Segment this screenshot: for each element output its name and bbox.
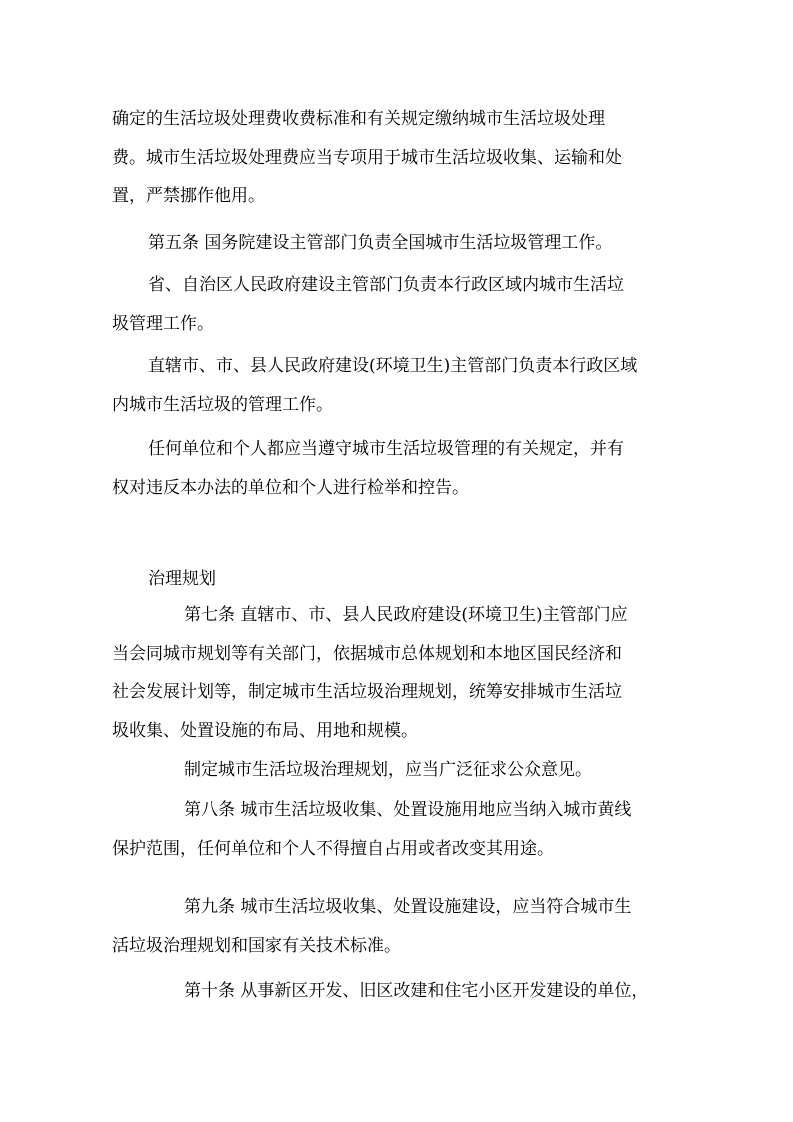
text-line: 第十条 从事新区开发、旧区改建和住宅小区开发建设的单位， <box>184 981 649 1001</box>
paragraph-article-7 <box>112 596 686 750</box>
paragraph-municipal <box>112 347 686 424</box>
paragraph-public-duty <box>112 430 686 507</box>
text-line: 当会同城市规划等有关部门，依据城市总体规划和本地区国民经济和 <box>112 643 622 664</box>
paragraph-article-9 <box>112 888 686 965</box>
text-line: 社会发展计划等，制定城市生活垃圾治理规划，统筹安排城市生活垃 <box>112 682 622 702</box>
text-line: 活垃圾治理规划和国家有关技术标准。 <box>112 935 401 956</box>
text-line: 费。城市生活垃圾处理费应当专项用于城市生活垃圾收集、运输和处 <box>112 147 622 168</box>
paragraph-article-10 <box>112 972 686 1011</box>
text-line: 内城市生活垃圾的管理工作。 <box>112 394 333 415</box>
text-line: 任何单位和个人都应当遵守城市生活垃圾管理的有关规定，并有 <box>148 439 624 459</box>
text-line: 圾收集、处置设施的布局、用地和规模。 <box>112 720 418 741</box>
text-line: 权对违反本办法的单位和个人进行检举和控告。 <box>112 477 469 498</box>
text-line: 确定的生活垃圾处理费收费标准和有关规定缴纳城市生活垃圾处理 <box>112 109 605 129</box>
text-line: 第五条 国务院建设主管部门负责全国城市生活垃圾管理工作。 <box>148 233 613 253</box>
text-line: 置，严禁挪作他用。 <box>112 186 265 206</box>
paragraph-provincial <box>112 266 686 343</box>
text-line: 制定城市生活垃圾治理规划，应当广泛征求公众意见。 <box>184 760 592 780</box>
text-line: 第八条 城市生活垃圾收集、处置设施用地应当纳入城市黄线 <box>184 800 632 820</box>
paragraph-article-5 <box>112 224 686 263</box>
text-line: 圾管理工作。 <box>112 313 214 334</box>
text-line: 直辖市、市、县人民政府建设(环境卫生)主管部门负责本行政区域 <box>148 356 638 376</box>
paragraph-article-8 <box>112 791 686 868</box>
paragraph-fee-usage <box>112 100 686 216</box>
text-line: 第九条 城市生活垃圾收集、处置设施建设，应当符合城市生 <box>184 897 632 917</box>
paragraph-public-consultation <box>112 751 686 790</box>
text-line: 第七条 直辖市、市、县人民政府建设(环境卫生)主管部门应 <box>184 605 628 625</box>
text-line: 省、自治区人民政府建设主管部门负责本行政区域内城市生活垃 <box>148 275 624 295</box>
text-line: 保护范围，任何单位和个人不得擅自占用或者改变其用途。 <box>112 838 554 859</box>
section-heading: 治理规划 <box>148 569 216 589</box>
